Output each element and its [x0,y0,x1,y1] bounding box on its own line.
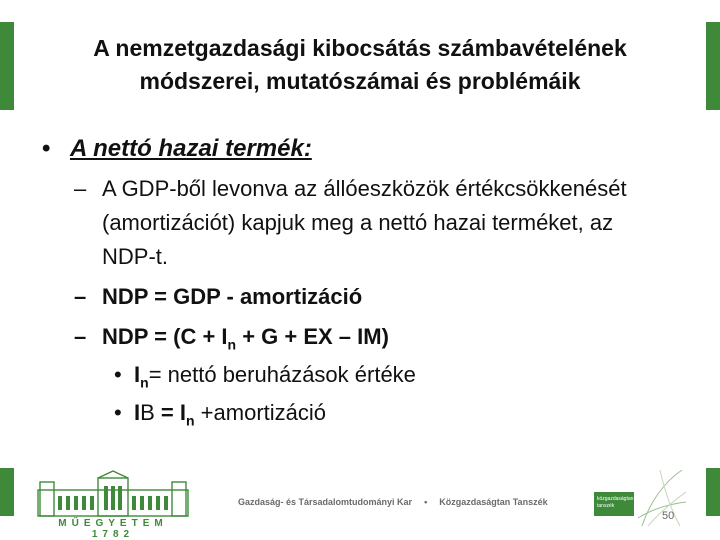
university-building-logo [34,470,192,518]
page-number: 50 [662,510,675,522]
title-line-1: A nemzetgazdasági kibocsátás számbavételének [93,35,627,61]
heading-text: A nettó hazai termék: [70,135,312,162]
point-3-sub: n [227,336,237,353]
sub-2-eq: = I [154,400,186,425]
sub-2-sub: n [186,412,195,429]
sub-2-main: I [134,400,141,425]
right-top-accent-bar [706,22,720,110]
faculty-name: Gazdaság- és Társadalomtudományi Kar [238,497,413,507]
point-3 [42,320,662,354]
sub-2-rest: +amortizáció [194,400,327,425]
bullet-icon: • [114,400,122,425]
sub-1-sub: n [140,374,149,391]
separator-dot-icon: • [424,497,428,507]
logo-caption: MŰEGYETEM 1782 [58,518,168,540]
badge-line-2: tanszék [597,503,615,509]
point-2-text: NDP = GDP - amortizáció [102,284,363,309]
point-1-text: A GDP-ből levonva az állóeszközök értékcsökkenését (amortizációt) kapjuk meg a nettó hazai terméket, az NDP-t. [102,176,627,269]
heading-bullet [42,132,662,166]
point-3-part2: + G + EX – IM) [236,324,389,349]
sub-1-rest: = nettó beruházások értéke [148,362,416,387]
dash-icon: – [74,176,87,201]
bullet-icon: • [42,135,51,162]
slide-content [42,132,662,430]
decorative-curves-icon [636,468,686,526]
point-3-part1: NDP = (C + I [102,324,228,349]
point-2 [42,280,662,314]
dash-icon: – [74,324,87,349]
badge-line-1: közgazdaságtan [597,496,634,502]
sub-point-2 [42,396,662,430]
left-top-accent-bar [0,22,14,110]
sub-1-main: I [134,362,141,387]
department-name: Közgazdaságtan Tanszék [439,497,548,507]
sub-point-1 [42,358,662,392]
dash-icon: – [74,284,87,309]
title-line-2: módszerei, mutatószámai és problémáik [139,68,581,94]
point-1 [42,172,662,274]
bullet-icon: • [114,362,122,387]
sub-2-b: B [140,400,155,425]
footer-affiliation [238,497,548,507]
department-badge [594,492,634,516]
slide-title [40,32,680,98]
slide-footer [0,466,720,540]
